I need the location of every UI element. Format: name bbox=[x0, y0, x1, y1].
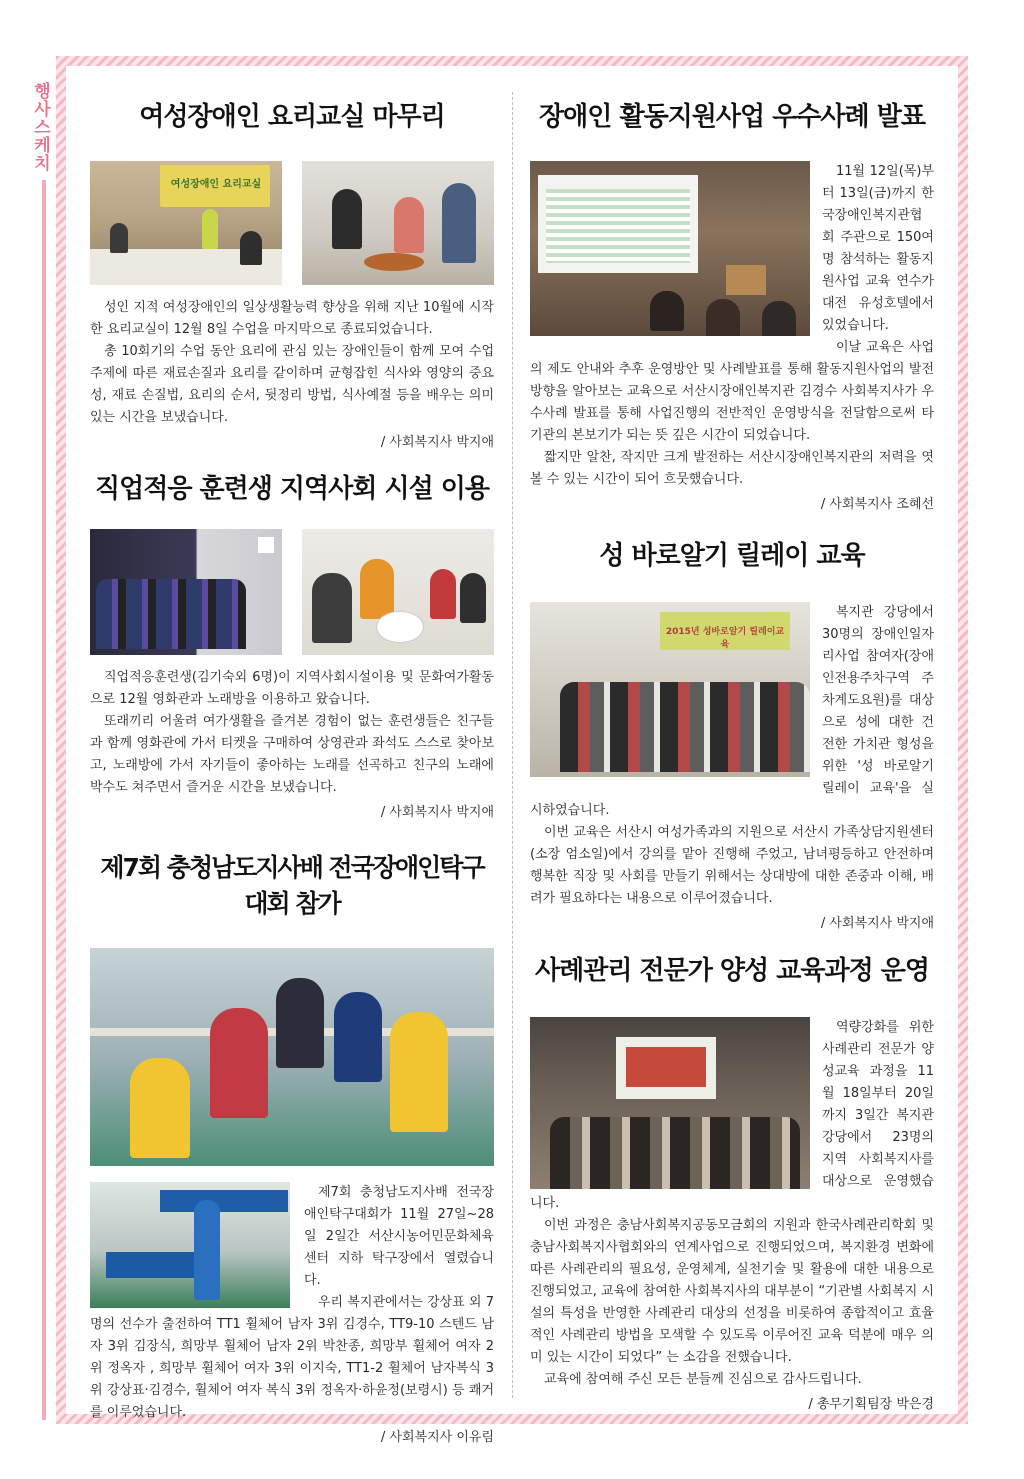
article-title: 여성장애인 요리교실 마무리 bbox=[139, 102, 445, 132]
article-sex-education bbox=[530, 535, 934, 931]
article-paragraph: 성인 지적 여성장애인의 일상생활능력 향상을 위해 지난 10월에 시작한 요리교실이 12월 8일 수업을 마지막으로 종료되었습니다. bbox=[90, 300, 494, 337]
section-label-bar bbox=[42, 180, 46, 1420]
article-paragraph: 또래끼리 어울려 여가생활을 즐겨본 경험이 없는 훈련생들은 친구들과 함께 영화관에 가서 티켓을 구매하여 상영관과 좌석도 스스로 찾아보고, 노래방에 가서 자기들이 좋아하는 노래를 선곡하고 친구의 노래에 박수도 쳐주면서 즐거운 시간을 보냈습니다. bbox=[90, 714, 494, 795]
photo-banner-text: 여성장애인 요리교실 bbox=[170, 179, 262, 190]
article-signature: / 사회복지사 박지애 bbox=[380, 805, 494, 820]
photo-education-hall bbox=[530, 602, 810, 777]
article-case-management bbox=[530, 950, 934, 1412]
article-signature: / 사회복지사 박지애 bbox=[820, 916, 934, 931]
article-community-facilities bbox=[90, 468, 494, 820]
article-title: 직업적응 훈련생 지역사회 시설 이용 bbox=[95, 474, 489, 504]
photo-training-session bbox=[530, 1017, 810, 1189]
article-paragraph: 짧지만 알찬, 작지만 크게 발전하는 서산시장애인복지관의 저력을 엿볼 수 있는 시간이 되어 흐뭇했습니다. bbox=[530, 450, 934, 487]
photo-team-group bbox=[90, 948, 494, 1166]
section-label: 행사스케치 bbox=[30, 82, 50, 172]
photo-banner-text: 2015년 성바로알기 릴레이교육 bbox=[665, 627, 785, 650]
photo-karaoke bbox=[302, 529, 494, 655]
article-paragraph: 복지관 강당에서 30명의 장애인일자리사업 참여자(장애인전용주차구역 주차계도요원)를 대상으로 성에 대한 건전한 가치관 형성을 위한 '성 바로알기 릴레이 교육'을 실시하였습니다. bbox=[530, 605, 934, 818]
photo-match-play bbox=[90, 1182, 290, 1308]
article-title: 성 바로알기 릴레이 교육 bbox=[599, 541, 865, 571]
article-title: 장애인 활동지원사업 우수사례 발표 bbox=[539, 102, 925, 132]
article-paragraph: 역량강화를 위한 사례관리 전문가 양성교육 과정을 11월 18일부터 20일까지 3일간 복지관 강당에서 23명의 지역 사회복지사를 대상으로 운영했습니다. bbox=[530, 1020, 934, 1211]
article-paragraph: 직업적응훈련생(김기숙외 6명)이 지역사회시설이용 및 문화여가활동으로 12월 영화관과 노래방을 이용하고 왔습니다. bbox=[90, 670, 494, 707]
article-paragraph: 이날 교육은 사업의 제도 안내와 추후 운영방안 및 사례발표를 통해 활동지원사업의 발전 방향을 알아보는 교육으로 서산시장애인복지관 김경수 사회복지사가 우수사례 발표를 통해 사업진행의 전반적인 운영방식을 전달함으로써 타 기관의 본보기가 되는 뜻 깊은 시간이 되었습니다. bbox=[530, 340, 934, 443]
article-signature: / 총무기획팀장 박은경 bbox=[808, 1397, 934, 1412]
article-cooking-class bbox=[90, 96, 494, 450]
article-paragraph: 11월 12일(목)부터 13일(금)까지 한국장애인복지관협회 주관으로 150여명 참석하는 활동지원사업 교육 연수가 대전 유성호텔에서 있었습니다. bbox=[822, 164, 934, 333]
photo-cooking-class-1 bbox=[90, 161, 282, 285]
article-paragraph: 교육에 참여해 주신 모든 분들께 진심으로 감사드립니다. bbox=[544, 1372, 862, 1387]
article-table-tennis bbox=[90, 848, 494, 1445]
article-activity-support bbox=[530, 96, 934, 512]
article-paragraph: 총 10회기의 수업 동안 요리에 관심 있는 장애인들이 함께 모여 수업주제에 따른 재료손질과 요리를 같이하며 균형잡힌 식사와 영양의 중요성, 재료 손질법, 요리의 순서, 뒷정리 방법, 식사예절 등을 배우는 의미 있는 시간을 보냈습니다. bbox=[90, 344, 494, 425]
article-signature: / 사회복지사 이유림 bbox=[380, 1430, 494, 1445]
article-paragraph: 이번 교육은 서산시 여성가족과의 지원으로 서산시 가족상담지원센터(소장 엄소일)에서 강의를 맡아 진행해 주었고, 남녀평등하고 안전하며 행복한 직장 및 사회를 만들기 위해서는 상대방에 대한 존중과 이해, 배려가 필요하다는 내용으로 이루어졌습니다. bbox=[530, 825, 934, 906]
column-divider bbox=[512, 92, 513, 1398]
article-paragraph: 이번 과정은 충남사회복지공동모금회의 지원과 한국사례관리학회 및 충남사회복지사협회와의 연계사업으로 진행되었으며, 복지환경 변화에 따른 사례관리의 필요성, 운영체계, 실천기술 및 활용에 대한 내용으로 진행되었고, 교육에 참여한 사회복지사의 대부분이 “기관별 사회복지 시설의 특성을 반영한 사례관리 대상의 선정을 비롯하여 종합적이고 효율적인 사례관리 방법을 모색할 수 있도록 이루어진 교육 덕분에 매우 의미 있는 시간이 되었다” 는 소감을 전했습니다. bbox=[530, 1218, 934, 1365]
article-title: 제7회 충청남도지사배 전국장애인탁구대회 참가 bbox=[100, 853, 484, 918]
article-signature: / 사회복지사 박지애 bbox=[380, 435, 494, 450]
article-paragraph: 우리 복지관에서는 강상표 외 7명의 선수가 출전하여 TT1 휠체어 남자 3위 김경수, TT9-10 스텐드 남자 3위 김장식, 희망부 휠체어 남자 2위 박찬종, 희망부 휠체어 여자 2위 정옥자 , 희망부 휠체어 여자 3위 이지숙, TT1-2 휠체어 남자복식 3위 강상표·김경수, 휠체어 여자 복식 3위 정옥자·하윤정(보령시) 등 쾌거를 이루었습니다. bbox=[90, 1295, 494, 1420]
article-signature: / 사회복지사 조혜선 bbox=[820, 497, 934, 512]
article-title: 사례관리 전문가 양성 교육과정 운영 bbox=[535, 956, 929, 986]
photo-cinema-group bbox=[90, 529, 282, 655]
article-paragraph: 제7회 충청남도지사배 전국장애인탁구대회가 11월 27일~28일 2일간 서산시농어민문화체육센터 지하 탁구장에서 열렸습니다. bbox=[304, 1185, 494, 1288]
photo-conference-hall bbox=[530, 161, 810, 336]
photo-cooking-class-2 bbox=[302, 161, 494, 285]
